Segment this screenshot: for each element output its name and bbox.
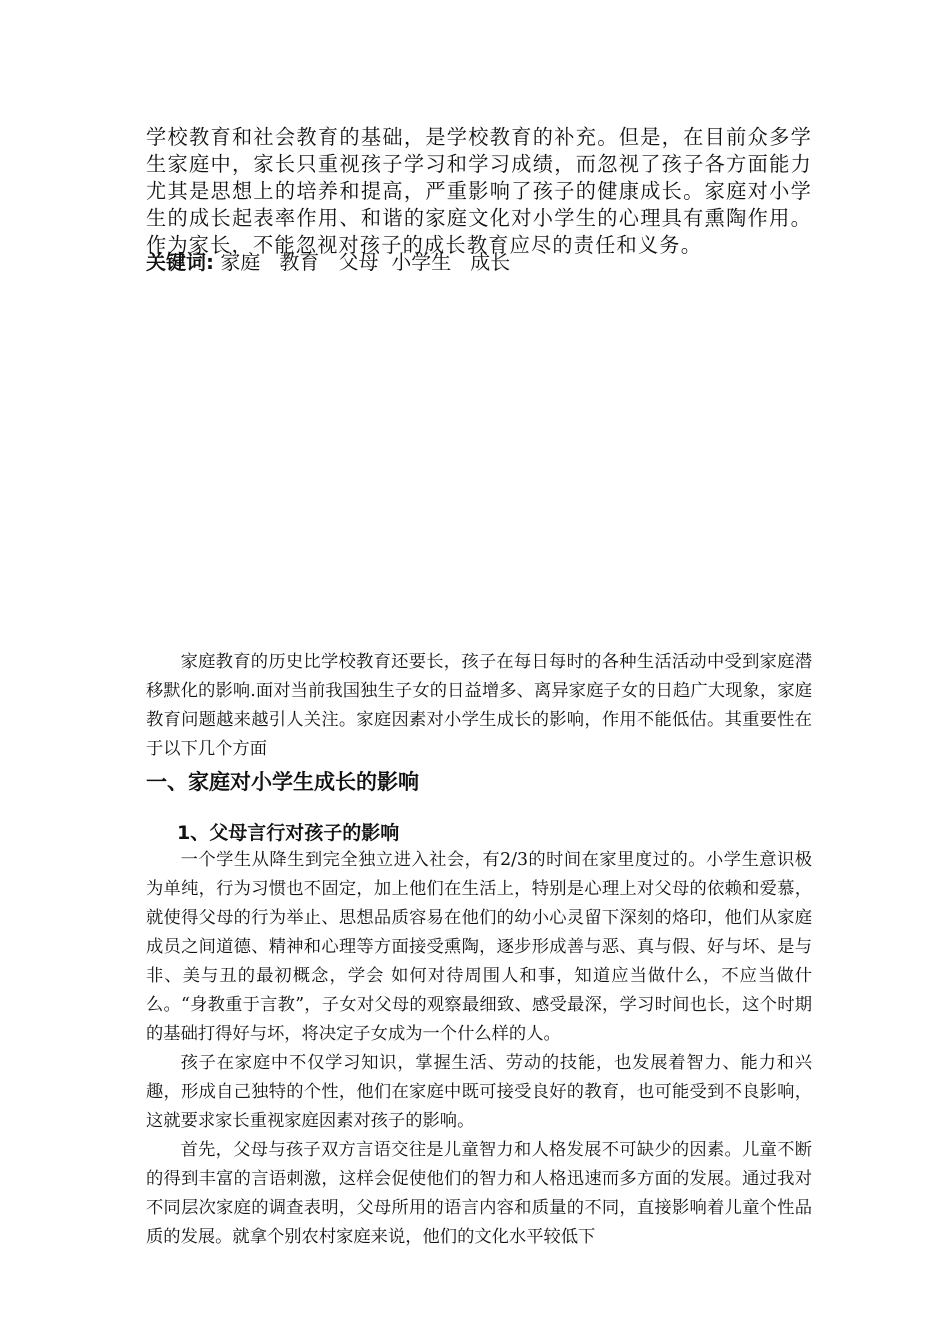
body-paragraph: 首先，父母与孩子双方言语交往是儿童智力和人格发展不可缺少的因素。儿童不断的得到丰富的言语刺激，这样会促使他们的智力和人格迅速而多方面的发展。通过我对不同层次家庭的调查表明，父母所用的语言内容和质量的不同，直接影响着儿童个性品质的发展。就拿个别农村家庭来说，他们的文化水平较低下 bbox=[146, 1140, 812, 1247]
keywords-terms: 家庭 教育 父母 小学生 成长 bbox=[214, 250, 511, 274]
keywords-line bbox=[146, 249, 812, 276]
subsection-heading: 1、父母言行对孩子的影响 bbox=[177, 822, 400, 844]
intro-paragraph: 家庭教育的历史比学校教育还要长，孩子在每日每时的各种生活活动中受到家庭潜移默化的影响.面对当前我国独生子女的日益增多、离异家庭子女的日趋广大现象，家庭教育问题越来越引人关注。家庭因素对小学生成长的影响，作用不能低估。其重要性在于以下几个方面 bbox=[146, 652, 812, 759]
body-paragraph: 一个学生从降生到完全独立进入社会，有2/3的时间在家里度过的。小学生意识极为单纯，行为习惯也不固定，加上他们在生活上，特别是心理上对父母的依赖和爱慕，就使得父母的行为举止、思想品质容易在他们的幼小心灵留下深刻的烙印，他们从家庭成员之间道德、精神和心理等方面接受熏陶，逐步形成善与恶、真与假、好与坏、是与非、美与丑的最初概念，学会 如何对待周围人和事，知道应当做什么，不应当做什么。“身教重于言教”，子女对父母的观察最细致、感受最深，学习时间也长，这个时期的基础打得好与坏，将决定子女成为一个什么样的人。 bbox=[146, 850, 812, 1044]
section-body bbox=[146, 846, 812, 1252]
section-heading: 一、家庭对小学生成长的影响 bbox=[146, 770, 419, 794]
abstract-paragraph: 学校教育和社会教育的基础，是学校教育的补充。但是，在目前众多学生家庭中，家长只重视孩子学习和学习成绩，而忽视了孩子各方面能力尤其是思想上的培养和提高，严重影响了孩子的健康成长。家庭对小学生的成长起表率作用、和谐的家庭文化对小学生的心理具有熏陶作用。作为家长，不能忽视对孩子的成长教育应尽的责任和义务。 bbox=[146, 125, 812, 257]
keywords-label: 关键词: bbox=[146, 250, 214, 274]
body-paragraph: 孩子在家庭中不仅学习知识，掌握生活、劳动的技能，也发展着智力、能力和兴趣，形成自己独特的个性，他们在家庭中既可接受良好的教育，也可能受到不良影响，这就要求家长重视家庭因素对孩子的影响。 bbox=[146, 1053, 812, 1131]
